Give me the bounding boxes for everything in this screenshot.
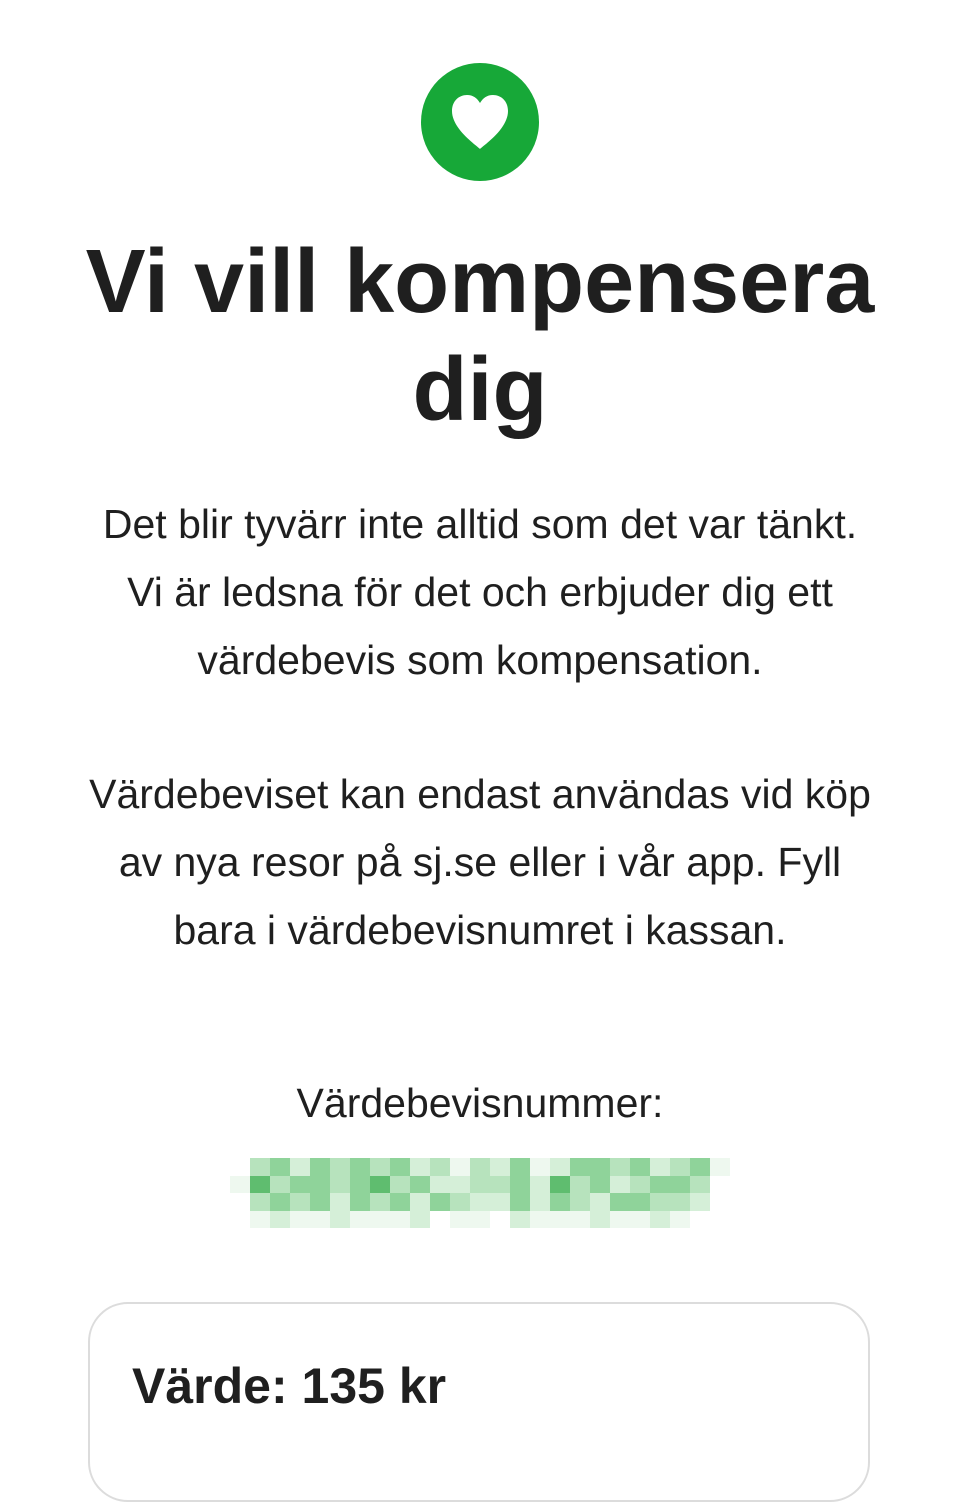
code-mosaic-cell bbox=[490, 1193, 510, 1211]
code-mosaic-cell bbox=[470, 1158, 490, 1176]
code-mosaic-cell bbox=[490, 1176, 510, 1194]
code-mosaic-cell bbox=[570, 1193, 590, 1211]
code-mosaic-cell bbox=[310, 1211, 330, 1229]
code-mosaic-cell bbox=[350, 1158, 370, 1176]
code-mosaic-cell bbox=[710, 1158, 730, 1176]
code-mosaic-cell bbox=[390, 1193, 410, 1211]
code-mosaic-cell bbox=[450, 1211, 470, 1229]
code-mosaic-cell bbox=[450, 1193, 470, 1211]
code-mosaic-cell bbox=[270, 1176, 290, 1194]
code-mosaic-cell bbox=[570, 1158, 590, 1176]
code-mosaic-cell bbox=[670, 1193, 690, 1211]
code-mosaic-cell bbox=[670, 1211, 690, 1229]
code-mosaic-cell bbox=[470, 1211, 490, 1229]
code-mosaic-cell bbox=[410, 1158, 430, 1176]
code-mosaic-cell bbox=[570, 1176, 590, 1194]
code-mosaic-cell bbox=[630, 1176, 650, 1194]
code-mosaic-cell bbox=[290, 1158, 310, 1176]
value-amount: 135 kr bbox=[301, 1358, 447, 1414]
code-mosaic-cell bbox=[610, 1193, 630, 1211]
code-mosaic-cell bbox=[250, 1193, 270, 1211]
code-mosaic-cell bbox=[330, 1158, 350, 1176]
code-mosaic-cell bbox=[710, 1211, 730, 1229]
code-mosaic-cell bbox=[690, 1158, 710, 1176]
code-mosaic-cell bbox=[590, 1176, 610, 1194]
code-mosaic-cell bbox=[510, 1176, 530, 1194]
code-mosaic-cell bbox=[670, 1158, 690, 1176]
code-mosaic-cell bbox=[330, 1211, 350, 1229]
code-mosaic-cell bbox=[270, 1193, 290, 1211]
code-mosaic-cell bbox=[310, 1193, 330, 1211]
code-mosaic-cell bbox=[690, 1211, 710, 1229]
code-mosaic-cell bbox=[430, 1193, 450, 1211]
code-mosaic-cell bbox=[290, 1176, 310, 1194]
code-mosaic-cell bbox=[490, 1211, 510, 1229]
code-mosaic-cell bbox=[310, 1158, 330, 1176]
intro-text: Det blir tyvärr inte alltid som det var tänkt. Vi är ledsna för det och erbjuder dig ett värdebevis som kompensation. bbox=[102, 501, 858, 683]
code-mosaic-cell bbox=[230, 1158, 250, 1176]
code-mosaic-cell bbox=[650, 1158, 670, 1176]
code-mosaic-cell bbox=[270, 1158, 290, 1176]
code-mosaic-cell bbox=[390, 1176, 410, 1194]
usage-text: Värdebeviset kan endast användas vid köp av nya resor på sj.se eller i vår app. Fyll bara i värdebevisnumret i kassan. bbox=[89, 771, 871, 953]
code-mosaic-cell bbox=[410, 1176, 430, 1194]
page-title: Vi vill kompensera dig bbox=[85, 232, 875, 440]
code-mosaic-cell bbox=[530, 1193, 550, 1211]
code-mosaic-cell bbox=[330, 1176, 350, 1194]
code-mosaic-cell bbox=[590, 1193, 610, 1211]
code-mosaic-cell bbox=[650, 1176, 670, 1194]
code-mosaic-cell bbox=[650, 1193, 670, 1211]
code-mosaic-cell bbox=[330, 1193, 350, 1211]
code-mosaic-cell bbox=[310, 1176, 330, 1194]
code-mosaic-cell bbox=[530, 1176, 550, 1194]
code-mosaic-cell bbox=[450, 1158, 470, 1176]
code-mosaic-cell bbox=[230, 1211, 250, 1229]
code-mosaic-cell bbox=[610, 1158, 630, 1176]
code-mosaic-cell bbox=[510, 1158, 530, 1176]
code-mosaic-cell bbox=[650, 1211, 670, 1229]
code-mosaic-cell bbox=[370, 1193, 390, 1211]
code-mosaic-cell bbox=[610, 1211, 630, 1229]
code-mosaic-cell bbox=[510, 1193, 530, 1211]
code-mosaic-cell bbox=[410, 1211, 430, 1229]
code-mosaic-cell bbox=[370, 1158, 390, 1176]
code-mosaic-cell bbox=[370, 1176, 390, 1194]
code-mosaic-cell bbox=[550, 1158, 570, 1176]
code-mosaic-cell bbox=[550, 1211, 570, 1229]
code-mosaic-cell bbox=[690, 1176, 710, 1194]
value-card bbox=[88, 1302, 870, 1502]
code-mosaic-cell bbox=[250, 1158, 270, 1176]
code-mosaic-cell bbox=[290, 1193, 310, 1211]
code-mosaic-cell bbox=[710, 1176, 730, 1194]
code-mosaic-cell bbox=[390, 1211, 410, 1229]
code-mosaic-cell bbox=[630, 1193, 650, 1211]
code-mosaic-cell bbox=[630, 1158, 650, 1176]
code-mosaic-cell bbox=[670, 1176, 690, 1194]
voucher-code-pixelated[interactable] bbox=[230, 1158, 730, 1228]
code-mosaic-cell bbox=[450, 1176, 470, 1194]
code-mosaic-cell bbox=[390, 1158, 410, 1176]
voucher-value bbox=[132, 1356, 446, 1416]
code-mosaic-cell bbox=[350, 1176, 370, 1194]
code-mosaic-cell bbox=[250, 1211, 270, 1229]
code-mosaic-cell bbox=[230, 1193, 250, 1211]
code-mosaic-cell bbox=[630, 1211, 650, 1229]
code-mosaic-cell bbox=[270, 1211, 290, 1229]
heart-icon bbox=[421, 63, 539, 181]
code-mosaic-cell bbox=[370, 1211, 390, 1229]
code-mosaic-cell bbox=[470, 1176, 490, 1194]
code-mosaic-cell bbox=[590, 1211, 610, 1229]
code-mosaic-cell bbox=[550, 1193, 570, 1211]
code-mosaic-cell bbox=[530, 1211, 550, 1229]
code-mosaic-cell bbox=[530, 1158, 550, 1176]
code-mosaic-cell bbox=[470, 1193, 490, 1211]
voucher-number-label: Värdebevisnummer: bbox=[296, 1080, 664, 1126]
code-mosaic-cell bbox=[350, 1193, 370, 1211]
code-mosaic-cell bbox=[510, 1211, 530, 1229]
code-mosaic-cell bbox=[350, 1211, 370, 1229]
code-mosaic-cell bbox=[430, 1158, 450, 1176]
code-mosaic-cell bbox=[250, 1176, 270, 1194]
value-label: Värde: bbox=[132, 1358, 288, 1414]
code-mosaic-cell bbox=[290, 1211, 310, 1229]
code-mosaic-cell bbox=[710, 1193, 730, 1211]
code-mosaic-cell bbox=[230, 1176, 250, 1194]
code-mosaic-cell bbox=[430, 1211, 450, 1229]
code-mosaic-cell bbox=[410, 1193, 430, 1211]
code-mosaic-cell bbox=[590, 1158, 610, 1176]
code-mosaic-cell bbox=[430, 1176, 450, 1194]
code-mosaic-cell bbox=[610, 1176, 630, 1194]
code-mosaic-cell bbox=[490, 1158, 510, 1176]
code-mosaic-cell bbox=[570, 1211, 590, 1229]
code-mosaic-cell bbox=[550, 1176, 570, 1194]
code-mosaic-cell bbox=[690, 1193, 710, 1211]
